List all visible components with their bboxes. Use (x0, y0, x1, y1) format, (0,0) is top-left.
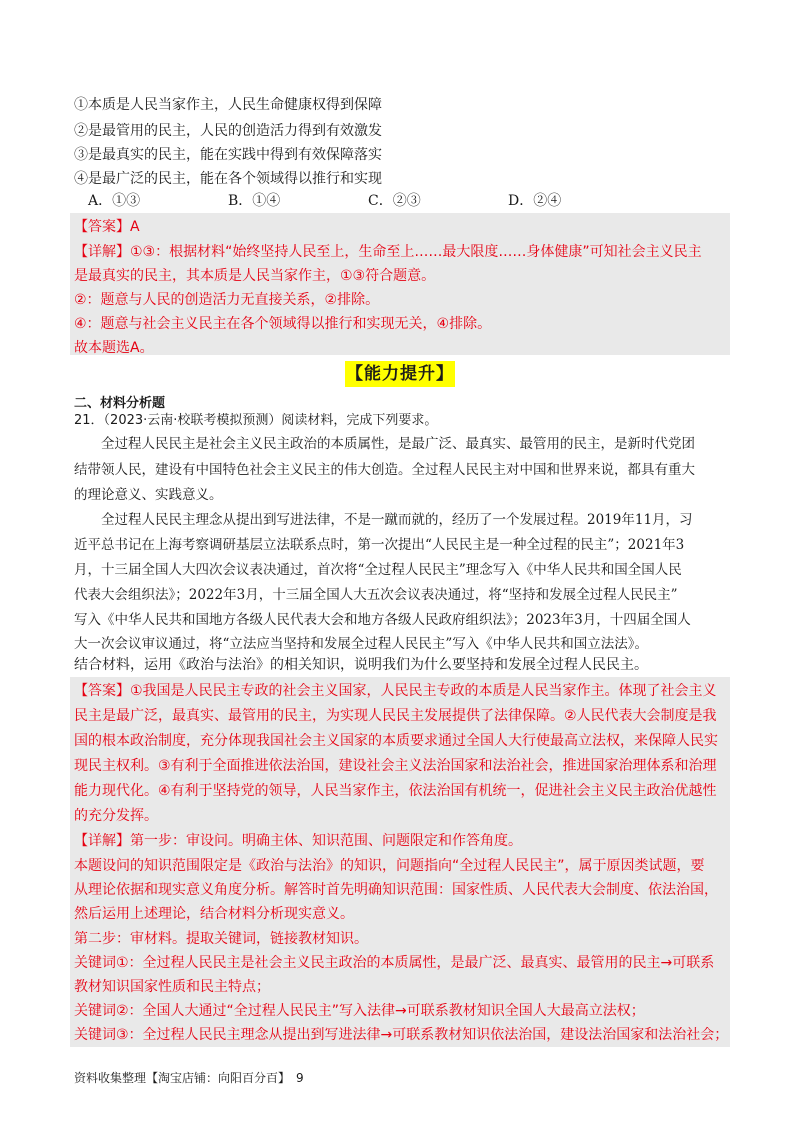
material-line-7: 代表大会组织法》；2022年3月，十三届全国人大五次会议表决通过，将“坚持和发展全过程人民民主” (74, 587, 678, 603)
answer-1-detail-4: ④：题意与社会主义民主在各个领域得以推行和实现无关，④排除。 (74, 316, 492, 332)
answer-options (88, 191, 561, 211)
statement-1: ①本质是人民当家作主，人民生命健康权得到保障 (74, 97, 382, 113)
material-line-4: 全过程人民民主理念从提出到写进法律，不是一蹴而就的，经历了一个发展过程。2019年11月，习 (74, 512, 693, 528)
answer-2-detail-5: 第二步：审材料。提取关键词，链接教材知识。 (74, 931, 368, 947)
page-footer: 资料收集整理【淘宝店铺：向阳百分百】 9 (74, 1071, 304, 1085)
material-line-1: 全过程人民民主是社会主义民主政治的本质属性，是最广泛、最真实、最管用的民主，是新时代党团 (74, 436, 695, 452)
statement-3: ③是最真实的民主，能在实践中得到有效保障落实 (74, 147, 382, 163)
option-d: D．②④ (508, 193, 562, 209)
option-b: B．①④ (228, 193, 281, 209)
question-line: 21．（2023·云南·校联考模拟预测）阅读材料，完成下列要求。 (74, 413, 438, 428)
option-a: A．①③ (88, 193, 141, 209)
material-line-9: 大一次会议审议通过，将“立法应当坚持和发展全过程人民民主”写入《中华人民共和国立法法》。 (74, 636, 649, 652)
statement-4: ④是最广泛的民主，能在各个领域得以推行和实现 (74, 171, 382, 187)
answer-2-detail-1: 【详解】第一步：审设问。明确主体、知识范围、问题限定和作答角度。 (74, 833, 522, 849)
answer-1-label: 【答案】A (74, 219, 140, 235)
material-line-2: 结带领人民，建设有中国特色社会主义民主的伟大创造。全过程人民民主对中国和世界来说，都具有重大 (74, 462, 695, 478)
answer-2-line-6: 的充分发挥。 (74, 808, 158, 824)
answer-1-detail-2: 是最真实的民主，其本质是人民当家作主，①③符合题意。 (74, 268, 436, 284)
answer-2-line-2: 民主是最广泛，最真实、最管用的民主，为实现人民民主发展提供了法律保障。②人民代表大会制度是我 (74, 708, 717, 724)
answer-2-detail-8: 关键词②：全国人大通过“全过程人民民主”写入法律→可联系教材知识全国人大最高立法权； (74, 1003, 645, 1019)
answer-1-detail-3: ②：题意与人民的创造活力无直接关系，②排除。 (74, 292, 380, 308)
answer-2-detail-9: 关键词③：全过程人民民主理念从提出到写进法律→可联系教材知识依法治国，建设法治国家和法治社会； (74, 1027, 729, 1043)
section-heading: 二、材料分析题 (74, 396, 166, 411)
answer-2-detail-2: 本题设问的知识范围限定是《政治与法治》的知识，问题指向“全过程人民民主”，属于原因类试题，要 (74, 858, 705, 874)
material-line-8: 写入《中华人民共和国地方各级人民代表大会和地方各级人民政府组织法》；2023年3月，十四届全国人 (74, 612, 691, 628)
answer-2-line-4: 现民主权利。③有利于全面推进依法治国，建设社会主义法治国家和法治社会，推进国家治理体系和治理 (74, 758, 717, 774)
answer-2-detail-3: 从理论依据和现实意义角度分析。解答时首先明确知识范围：国家性质、人民代表大会制度、依法治国， (74, 882, 718, 898)
material-line-5: 近平总书记在上海考察调研基层立法联系点时，第一次提出“人民民主是一种全过程的民主”；2021年3 (74, 537, 685, 553)
answer-2-detail-4: 然后运用上述理论，结合材料分析现实意义。 (74, 906, 354, 922)
answer-1-detail-5: 故本题选A。 (74, 340, 154, 356)
answer-2-line-1: 【答案】①我国是人民民主专政的社会主义国家，人民民主专政的本质是人民当家作主。体现了社会主义 (74, 683, 717, 699)
material-line-6: 月，十三届全国人大四次会议表决通过，首次将“全过程人民民主”理念写入《中华人民共和国全国人民 (74, 562, 682, 578)
answer-2-detail-7: 教材知识国家性质和民主特点； (74, 979, 270, 995)
material-line-3: 的理论意义、实践意义。 (74, 487, 223, 503)
answer-2-line-5: 能力现代化。④有利于坚持党的领导，人民当家作主，依法治国有机统一，促进社会主义民主政治优越性 (74, 783, 717, 799)
answer-2-detail-6: 关键词①：全过程人民民主是社会主义民主政治的本质属性，是最广泛、最真实、最管用的民主→可联系 (74, 955, 715, 971)
question-prompt: 结合材料，运用《政治与法治》的相关知识，说明我们为什么要坚持和发展全过程人民民主。 (74, 657, 648, 673)
statement-2: ②是最管用的民主，人民的创造活力得到有效激发 (74, 123, 382, 139)
option-c: C．②③ (368, 193, 421, 209)
answer-1-detail-1: 【详解】①③：根据材料“始终坚持人民至上，生命至上……最大限度……身体健康”可知社会主义民主 (74, 244, 702, 260)
section-title: 【能力提升】 (345, 361, 455, 387)
answer-2-line-3: 国的根本政治制度，充分体现我国社会主义国家的本质要求通过全国人大行使最高立法权，来保障人民实 (74, 733, 718, 749)
